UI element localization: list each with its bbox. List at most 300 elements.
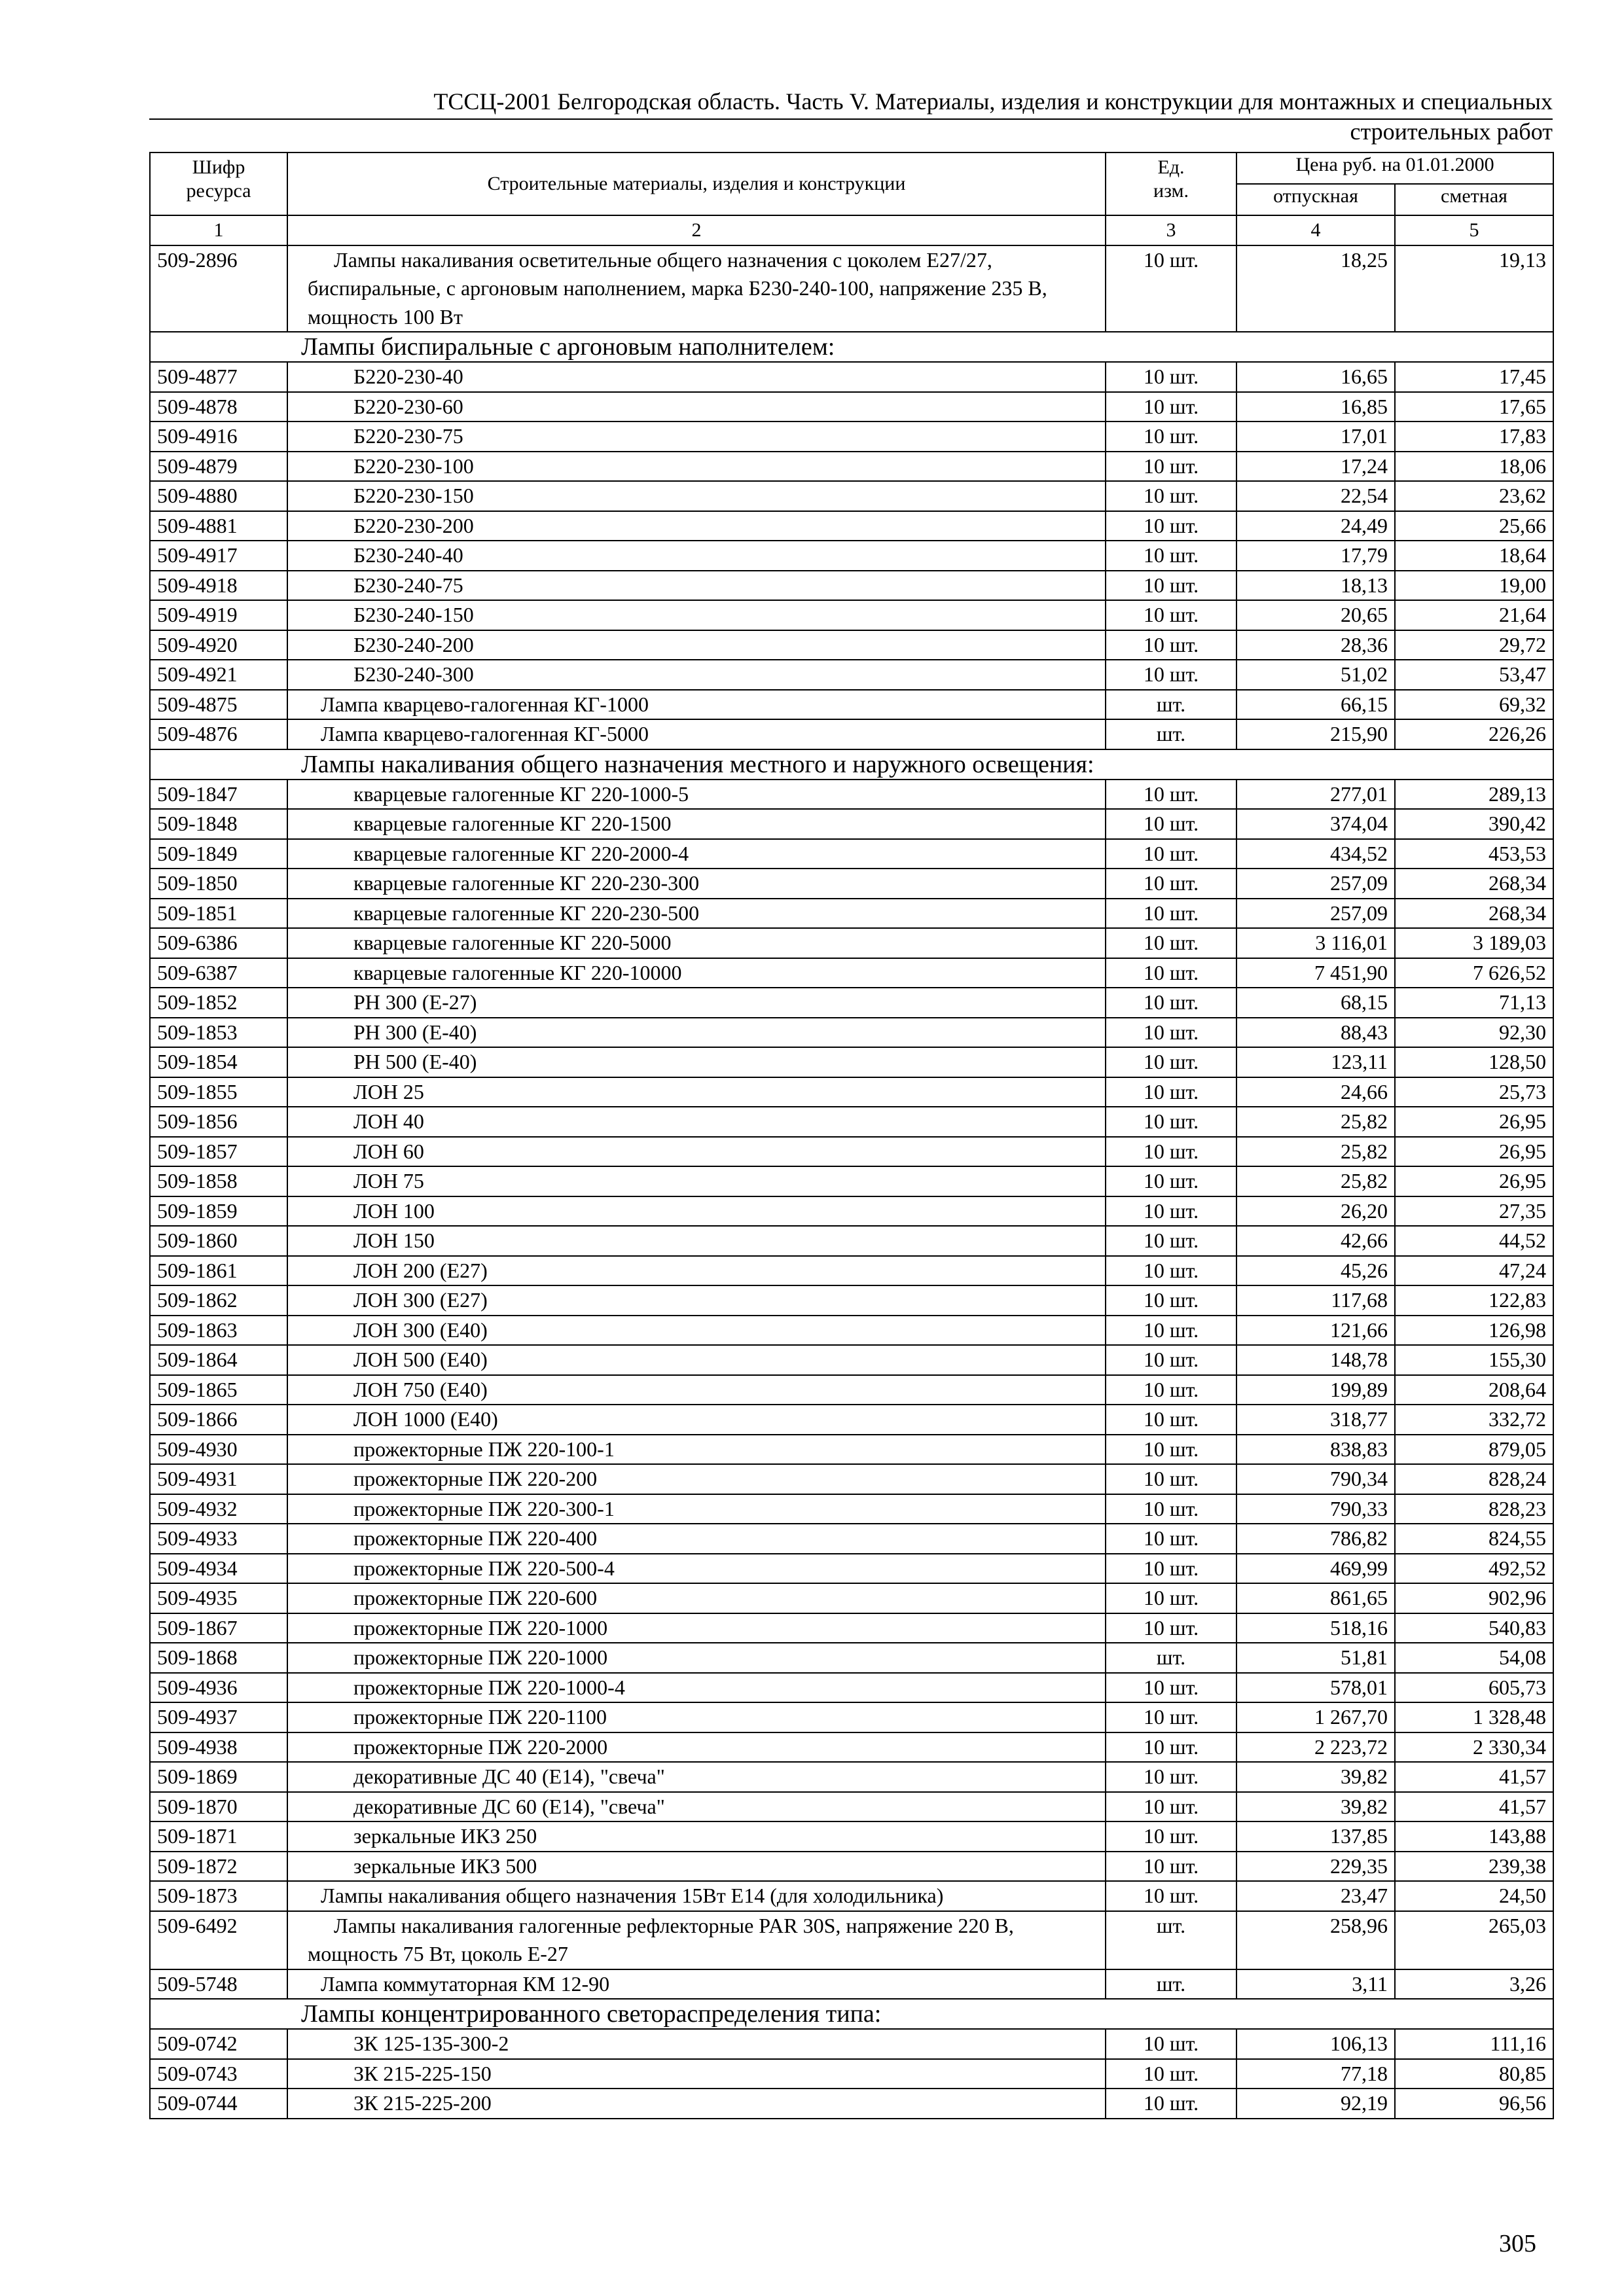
release-price: 121,66 — [1236, 1316, 1395, 1346]
estimate-price: 226,26 — [1395, 719, 1553, 749]
column-number: 4 — [1236, 215, 1395, 245]
table-row — [150, 1494, 1553, 1524]
resource-code: 509-1851 — [150, 899, 287, 929]
estimate-price: 17,45 — [1395, 362, 1553, 392]
unit-of-measure: 10 шт. — [1106, 839, 1236, 869]
unit-of-measure: 10 шт. — [1106, 780, 1236, 810]
header-rule — [149, 118, 1553, 120]
table-row — [150, 1137, 1553, 1167]
unit-of-measure: 10 шт. — [1106, 422, 1236, 452]
material-name: прожекторные ПЖ 220-1000 — [287, 1613, 1106, 1643]
table-row — [150, 1732, 1553, 1763]
table-row — [150, 2029, 1553, 2059]
unit-of-measure: 10 шт. — [1106, 1821, 1236, 1852]
release-price: 786,82 — [1236, 1524, 1395, 1554]
table-row — [150, 1524, 1553, 1554]
release-price: 25,82 — [1236, 1166, 1395, 1196]
table-row — [150, 1702, 1553, 1732]
estimate-price: 143,88 — [1395, 1821, 1553, 1852]
table-row — [150, 1911, 1553, 1969]
estimate-price: 289,13 — [1395, 780, 1553, 810]
resource-code: 509-4933 — [150, 1524, 287, 1554]
table-row — [150, 571, 1553, 601]
estimate-price: 41,57 — [1395, 1792, 1553, 1822]
estimate-price: 265,03 — [1395, 1911, 1553, 1969]
resource-code: 509-1863 — [150, 1316, 287, 1346]
estimate-price: 27,35 — [1395, 1196, 1553, 1227]
material-name: ЛОН 150 — [287, 1226, 1106, 1256]
material-name: ЛОН 500 (Е40) — [287, 1345, 1106, 1375]
release-price: 123,11 — [1236, 1047, 1395, 1077]
header-name: Строительные материалы, изделия и конструкции — [287, 152, 1106, 215]
price-table — [149, 152, 1554, 2119]
release-price: 26,20 — [1236, 1196, 1395, 1227]
resource-code: 509-1855 — [150, 1077, 287, 1107]
unit-of-measure: 10 шт. — [1106, 1226, 1236, 1256]
estimate-price: 268,34 — [1395, 869, 1553, 899]
unit-of-measure: 10 шт. — [1106, 1464, 1236, 1494]
resource-code: 509-6387 — [150, 958, 287, 988]
release-price: 318,77 — [1236, 1405, 1395, 1435]
table-row — [150, 809, 1553, 839]
table-row — [150, 1285, 1553, 1316]
table-row — [150, 1613, 1553, 1643]
table-row — [150, 1256, 1553, 1286]
resource-code: 509-4936 — [150, 1673, 287, 1703]
resource-code: 509-1865 — [150, 1375, 287, 1405]
release-price: 469,99 — [1236, 1554, 1395, 1584]
material-name: ЛОН 100 — [287, 1196, 1106, 1227]
column-numbers — [150, 215, 1553, 245]
resource-code: 509-4935 — [150, 1583, 287, 1613]
resource-code: 509-1871 — [150, 1821, 287, 1852]
resource-code: 509-1860 — [150, 1226, 287, 1256]
unit-of-measure: 10 шт. — [1106, 452, 1236, 482]
unit-of-measure: 10 шт. — [1106, 2029, 1236, 2059]
unit-of-measure: 10 шт. — [1106, 1554, 1236, 1584]
release-price: 1 267,70 — [1236, 1702, 1395, 1732]
estimate-price: 54,08 — [1395, 1643, 1553, 1673]
column-number: 2 — [287, 215, 1106, 245]
table-row — [150, 1852, 1553, 1882]
material-name: Б220-230-100 — [287, 452, 1106, 482]
resource-code: 509-1857 — [150, 1137, 287, 1167]
unit-of-measure: 10 шт. — [1106, 899, 1236, 929]
unit-of-measure: 10 шт. — [1106, 1762, 1236, 1792]
unit-of-measure: 10 шт. — [1106, 1316, 1236, 1346]
estimate-price: 53,47 — [1395, 660, 1553, 690]
resource-code: 509-1864 — [150, 1345, 287, 1375]
release-price: 16,85 — [1236, 392, 1395, 422]
table-row — [150, 245, 1553, 332]
header-estimate-price: сметная — [1395, 184, 1553, 215]
estimate-price: 902,96 — [1395, 1583, 1553, 1613]
release-price: 3,11 — [1236, 1969, 1395, 2000]
table-row — [150, 958, 1553, 988]
unit-of-measure: 10 шт. — [1106, 1018, 1236, 1048]
unit-of-measure: 10 шт. — [1106, 1673, 1236, 1703]
release-price: 88,43 — [1236, 1018, 1395, 1048]
estimate-price: 453,53 — [1395, 839, 1553, 869]
material-name: зеркальные ИКЗ 250 — [287, 1821, 1106, 1852]
resource-code: 509-1869 — [150, 1762, 287, 1792]
table-row — [150, 1018, 1553, 1048]
table-row — [150, 541, 1553, 571]
material-name: Б230-240-300 — [287, 660, 1106, 690]
table-row — [150, 1166, 1553, 1196]
table-row — [150, 719, 1553, 749]
release-price: 434,52 — [1236, 839, 1395, 869]
material-name: Б220-230-40 — [287, 362, 1106, 392]
table-row — [150, 1792, 1553, 1822]
unit-of-measure: 10 шт. — [1106, 1047, 1236, 1077]
estimate-price: 80,85 — [1395, 2059, 1553, 2089]
table-row — [150, 1077, 1553, 1107]
resource-code: 509-4934 — [150, 1554, 287, 1584]
unit-of-measure: 10 шт. — [1106, 541, 1236, 571]
material-name: Б220-230-200 — [287, 511, 1106, 541]
resource-code: 509-4916 — [150, 422, 287, 452]
release-price: 77,18 — [1236, 2059, 1395, 2089]
material-name: ЛОН 40 — [287, 1107, 1106, 1137]
resource-code: 509-4937 — [150, 1702, 287, 1732]
resource-code: 509-1849 — [150, 839, 287, 869]
estimate-price: 71,13 — [1395, 988, 1553, 1018]
resource-code: 509-1862 — [150, 1285, 287, 1316]
table-row — [150, 1345, 1553, 1375]
resource-code: 509-4877 — [150, 362, 287, 392]
unit-of-measure: шт. — [1106, 1911, 1236, 1969]
resource-code: 509-4917 — [150, 541, 287, 571]
release-price: 18,13 — [1236, 571, 1395, 601]
release-price: 258,96 — [1236, 1911, 1395, 1969]
release-price: 229,35 — [1236, 1852, 1395, 1882]
resource-code: 509-1847 — [150, 780, 287, 810]
table-row — [150, 1821, 1553, 1852]
release-price: 148,78 — [1236, 1345, 1395, 1375]
release-price: 374,04 — [1236, 809, 1395, 839]
resource-code: 509-1856 — [150, 1107, 287, 1137]
unit-of-measure: 10 шт. — [1106, 1285, 1236, 1316]
resource-code: 509-6492 — [150, 1911, 287, 1969]
table-row — [150, 2059, 1553, 2089]
resource-code: 509-0744 — [150, 2089, 287, 2119]
material-name: ЛОН 25 — [287, 1077, 1106, 1107]
material-name: Лампы накаливания осветительные общего назначения с цоколем Е27/27, биспиральные, с аргоновым наполнением, марка Б230-240-100, напряжение 235 В, мощность 100 Вт — [287, 245, 1106, 332]
release-price: 3 116,01 — [1236, 928, 1395, 958]
release-price: 137,85 — [1236, 1821, 1395, 1852]
resource-code: 509-1872 — [150, 1852, 287, 1882]
material-name: прожекторные ПЖ 220-1000-4 — [287, 1673, 1106, 1703]
resource-code: 509-4919 — [150, 600, 287, 630]
release-price: 7 451,90 — [1236, 958, 1395, 988]
table-row — [150, 452, 1553, 482]
header-code: Шифр ресурса — [150, 152, 287, 215]
table-row — [150, 660, 1553, 690]
table-row — [150, 690, 1553, 720]
material-name: прожекторные ПЖ 220-1100 — [287, 1702, 1106, 1732]
release-price: 18,25 — [1236, 245, 1395, 332]
table-row — [150, 1969, 1553, 2000]
estimate-price: 128,50 — [1395, 1047, 1553, 1077]
estimate-price: 126,98 — [1395, 1316, 1553, 1346]
table-row — [150, 988, 1553, 1018]
estimate-price: 26,95 — [1395, 1137, 1553, 1167]
unit-of-measure: 10 шт. — [1106, 1196, 1236, 1227]
resource-code: 509-4921 — [150, 660, 287, 690]
table-row — [150, 1375, 1553, 1405]
unit-of-measure: шт. — [1106, 1969, 1236, 2000]
estimate-price: 47,24 — [1395, 1256, 1553, 1286]
unit-of-measure: 10 шт. — [1106, 1345, 1236, 1375]
material-name: прожекторные ПЖ 220-400 — [287, 1524, 1106, 1554]
estimate-price: 208,64 — [1395, 1375, 1553, 1405]
material-name: кварцевые галогенные КГ 220-1500 — [287, 809, 1106, 839]
material-name: ЛОН 60 — [287, 1137, 1106, 1167]
estimate-price: 24,50 — [1395, 1881, 1553, 1911]
table-row — [150, 1554, 1553, 1584]
release-price: 39,82 — [1236, 1792, 1395, 1822]
material-name: Б220-230-150 — [287, 481, 1106, 511]
release-price: 277,01 — [1236, 780, 1395, 810]
resource-code: 509-4876 — [150, 719, 287, 749]
release-price: 17,79 — [1236, 541, 1395, 571]
estimate-price: 19,13 — [1395, 245, 1553, 332]
unit-of-measure: 10 шт. — [1106, 660, 1236, 690]
section-heading-row — [150, 749, 1553, 780]
material-name: декоративные ДС 40 (Е14), "свеча" — [287, 1762, 1106, 1792]
estimate-price: 17,65 — [1395, 392, 1553, 422]
release-price: 28,36 — [1236, 630, 1395, 660]
unit-of-measure: 10 шт. — [1106, 1524, 1236, 1554]
estimate-price: 268,34 — [1395, 899, 1553, 929]
section-heading-row — [150, 332, 1553, 362]
material-name: ЛОН 300 (Е27) — [287, 1285, 1106, 1316]
table-body — [150, 245, 1553, 2119]
unit-of-measure: 10 шт. — [1106, 2059, 1236, 2089]
table-row — [150, 1435, 1553, 1465]
release-price: 215,90 — [1236, 719, 1395, 749]
estimate-price: 492,52 — [1395, 1554, 1553, 1584]
estimate-price: 239,38 — [1395, 1852, 1553, 1882]
header-title-line-2: строительных работ — [1350, 118, 1553, 145]
estimate-price: 605,73 — [1395, 1673, 1553, 1703]
table-row — [150, 1464, 1553, 1494]
estimate-price: 332,72 — [1395, 1405, 1553, 1435]
section-heading: Лампы накаливания общего назначения местного и наружного освещения: — [150, 749, 1553, 780]
release-price: 68,15 — [1236, 988, 1395, 1018]
table-row — [150, 600, 1553, 630]
resource-code: 509-4920 — [150, 630, 287, 660]
unit-of-measure: 10 шт. — [1106, 2089, 1236, 2119]
resource-code: 509-5748 — [150, 1969, 287, 2000]
unit-of-measure: 10 шт. — [1106, 245, 1236, 332]
release-price: 199,89 — [1236, 1375, 1395, 1405]
resource-code: 509-4918 — [150, 571, 287, 601]
material-name: прожекторные ПЖ 220-100-1 — [287, 1435, 1106, 1465]
unit-of-measure: 10 шт. — [1106, 1792, 1236, 1822]
column-number: 5 — [1395, 215, 1553, 245]
material-name: прожекторные ПЖ 220-300-1 — [287, 1494, 1106, 1524]
release-price: 2 223,72 — [1236, 1732, 1395, 1763]
estimate-price: 19,00 — [1395, 571, 1553, 601]
table-row — [150, 839, 1553, 869]
material-name: прожекторные ПЖ 220-600 — [287, 1583, 1106, 1613]
release-price: 39,82 — [1236, 1762, 1395, 1792]
header-release-price: отпускная — [1236, 184, 1395, 215]
unit-of-measure: шт. — [1106, 1643, 1236, 1673]
unit-of-measure: шт. — [1106, 719, 1236, 749]
table-row — [150, 928, 1553, 958]
table-row — [150, 780, 1553, 810]
resource-code: 509-4878 — [150, 392, 287, 422]
material-name: прожекторные ПЖ 220-200 — [287, 1464, 1106, 1494]
material-name: РН 300 (Е-40) — [287, 1018, 1106, 1048]
material-name: кварцевые галогенные КГ 220-230-500 — [287, 899, 1106, 929]
release-price: 51,81 — [1236, 1643, 1395, 1673]
release-price: 17,01 — [1236, 422, 1395, 452]
release-price: 17,24 — [1236, 452, 1395, 482]
estimate-price: 26,95 — [1395, 1107, 1553, 1137]
material-name: ЛОН 200 (Е27) — [287, 1256, 1106, 1286]
material-name: ЛОН 750 (Е40) — [287, 1375, 1106, 1405]
table-row — [150, 362, 1553, 392]
release-price: 25,82 — [1236, 1137, 1395, 1167]
material-name: Б230-240-75 — [287, 571, 1106, 601]
resource-code: 509-0742 — [150, 2029, 287, 2059]
resource-code: 509-1854 — [150, 1047, 287, 1077]
release-price: 45,26 — [1236, 1256, 1395, 1286]
resource-code: 509-1866 — [150, 1405, 287, 1435]
material-name: Б230-240-150 — [287, 600, 1106, 630]
table-row — [150, 1047, 1553, 1077]
estimate-price: 25,66 — [1395, 511, 1553, 541]
material-name: кварцевые галогенные КГ 220-230-300 — [287, 869, 1106, 899]
material-name: Лампы накаливания общего назначения 15Вт Е14 (для холодильника) — [287, 1881, 1106, 1911]
unit-of-measure: 10 шт. — [1106, 571, 1236, 601]
estimate-price: 69,32 — [1395, 690, 1553, 720]
material-name: Б230-240-200 — [287, 630, 1106, 660]
header-title-line-1: ТССЦ-2001 Белгородская область. Часть V. Материалы, изделия и конструкции для монтажных и специальных — [433, 88, 1553, 115]
resource-code: 509-2896 — [150, 245, 287, 332]
estimate-price: 824,55 — [1395, 1524, 1553, 1554]
unit-of-measure: 10 шт. — [1106, 481, 1236, 511]
resource-code: 509-6386 — [150, 928, 287, 958]
material-name: ЗК 215-225-150 — [287, 2059, 1106, 2089]
resource-code: 509-1867 — [150, 1613, 287, 1643]
table-row — [150, 2089, 1553, 2119]
resource-code: 509-1853 — [150, 1018, 287, 1048]
unit-of-measure: 10 шт. — [1106, 988, 1236, 1018]
estimate-price: 25,73 — [1395, 1077, 1553, 1107]
page-number: 305 — [1499, 2230, 1536, 2257]
unit-of-measure: 10 шт. — [1106, 1405, 1236, 1435]
estimate-price: 540,83 — [1395, 1613, 1553, 1643]
material-name: кварцевые галогенные КГ 220-5000 — [287, 928, 1106, 958]
material-name: ЛОН 300 (Е40) — [287, 1316, 1106, 1346]
section-heading-row — [150, 1999, 1553, 2029]
table-row — [150, 1643, 1553, 1673]
unit-of-measure: 10 шт. — [1106, 1881, 1236, 1911]
resource-code: 509-1850 — [150, 869, 287, 899]
resource-code: 509-1858 — [150, 1166, 287, 1196]
unit-of-measure: 10 шт. — [1106, 1435, 1236, 1465]
estimate-price: 92,30 — [1395, 1018, 1553, 1048]
resource-code: 509-1859 — [150, 1196, 287, 1227]
release-price: 861,65 — [1236, 1583, 1395, 1613]
release-price: 16,65 — [1236, 362, 1395, 392]
estimate-price: 828,24 — [1395, 1464, 1553, 1494]
release-price: 838,83 — [1236, 1435, 1395, 1465]
release-price: 518,16 — [1236, 1613, 1395, 1643]
table-row — [150, 422, 1553, 452]
estimate-price: 122,83 — [1395, 1285, 1553, 1316]
material-name: кварцевые галогенные КГ 220-2000-4 — [287, 839, 1106, 869]
unit-of-measure: 10 шт. — [1106, 1732, 1236, 1763]
unit-of-measure: 10 шт. — [1106, 1852, 1236, 1882]
release-price: 257,09 — [1236, 899, 1395, 929]
material-name: ЗК 125-135-300-2 — [287, 2029, 1106, 2059]
column-number: 1 — [150, 215, 287, 245]
estimate-price: 96,56 — [1395, 2089, 1553, 2119]
material-name: Лампа кварцево-галогенная КГ-1000 — [287, 690, 1106, 720]
estimate-price: 1 328,48 — [1395, 1702, 1553, 1732]
release-price: 257,09 — [1236, 869, 1395, 899]
release-price: 106,13 — [1236, 2029, 1395, 2059]
column-number: 3 — [1106, 215, 1236, 245]
estimate-price: 7 626,52 — [1395, 958, 1553, 988]
release-price: 22,54 — [1236, 481, 1395, 511]
unit-of-measure: 10 шт. — [1106, 511, 1236, 541]
table-row — [150, 1881, 1553, 1911]
unit-of-measure: 10 шт. — [1106, 869, 1236, 899]
estimate-price: 18,06 — [1395, 452, 1553, 482]
material-name: прожекторные ПЖ 220-2000 — [287, 1732, 1106, 1763]
release-price: 23,47 — [1236, 1881, 1395, 1911]
material-name: прожекторные ПЖ 220-500-4 — [287, 1554, 1106, 1584]
resource-code: 509-1870 — [150, 1792, 287, 1822]
table-row — [150, 392, 1553, 422]
material-name: РН 300 (Е-27) — [287, 988, 1106, 1018]
material-name: ЛОН 75 — [287, 1166, 1106, 1196]
section-heading: Лампы биспиральные с аргоновым наполнителем: — [150, 332, 1553, 362]
resource-code: 509-4938 — [150, 1732, 287, 1763]
material-name: декоративные ДС 60 (Е14), "свеча" — [287, 1792, 1106, 1822]
page-header — [149, 86, 1553, 147]
table-row — [150, 1196, 1553, 1227]
resource-code: 509-1861 — [150, 1256, 287, 1286]
section-heading: Лампы концентрированного светораспределения типа: — [150, 1999, 1553, 2029]
resource-code: 509-1852 — [150, 988, 287, 1018]
estimate-price: 3 189,03 — [1395, 928, 1553, 958]
material-name: Б220-230-75 — [287, 422, 1106, 452]
unit-of-measure: 10 шт. — [1106, 392, 1236, 422]
table-row — [150, 1226, 1553, 1256]
release-price: 42,66 — [1236, 1226, 1395, 1256]
table-row — [150, 1107, 1553, 1137]
resource-code: 509-4879 — [150, 452, 287, 482]
estimate-price: 21,64 — [1395, 600, 1553, 630]
table-row — [150, 1762, 1553, 1792]
estimate-price: 26,95 — [1395, 1166, 1553, 1196]
release-price: 51,02 — [1236, 660, 1395, 690]
material-name: зеркальные ИКЗ 500 — [287, 1852, 1106, 1882]
release-price: 24,49 — [1236, 511, 1395, 541]
estimate-price: 3,26 — [1395, 1969, 1553, 2000]
unit-of-measure: 10 шт. — [1106, 600, 1236, 630]
release-price: 25,82 — [1236, 1107, 1395, 1137]
material-name: Лампа кварцево-галогенная КГ-5000 — [287, 719, 1106, 749]
